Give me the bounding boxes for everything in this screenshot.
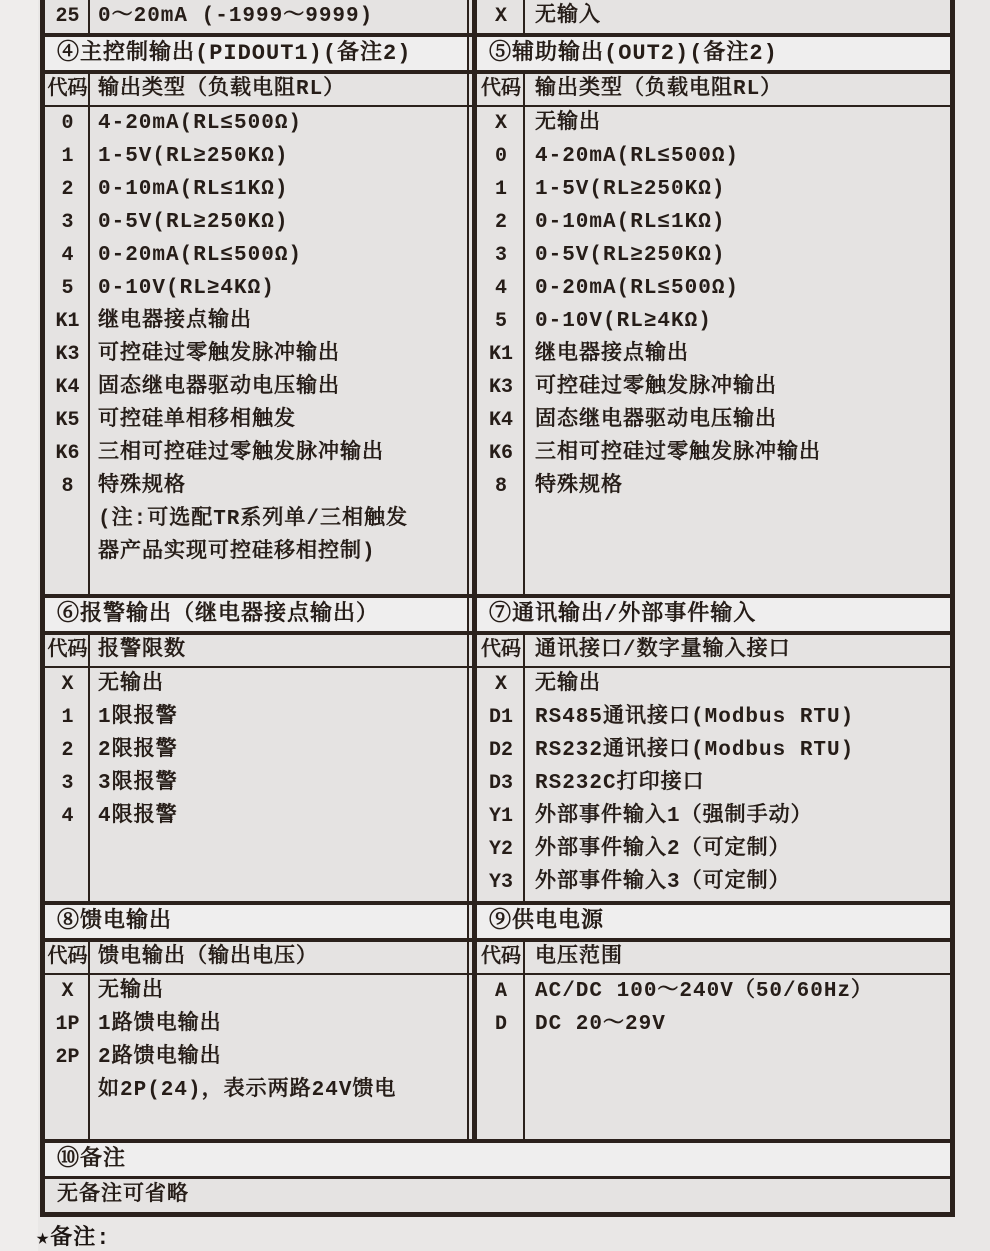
desc-cell: 1-5V(RL≥250KΩ): [535, 178, 726, 201]
desc-column-header: 输出类型（负载电阻RL）: [98, 78, 346, 101]
code-cell: 3: [494, 244, 507, 267]
desc-column-header: 通讯接口/数字量输入接口: [535, 639, 791, 662]
code-cell: 2: [61, 178, 74, 201]
code-cell: Y1: [488, 805, 513, 828]
table-row: [477, 140, 950, 173]
section-title: ⑦通讯输出/外部事件输入: [489, 602, 757, 627]
code-cell: 0: [61, 112, 74, 135]
code-cell: K4: [488, 409, 513, 432]
section-title-row: [45, 594, 950, 635]
top-row-left: [45, 0, 469, 33]
table-row: [45, 800, 467, 833]
code-cell: X: [494, 5, 507, 28]
table-row: [45, 1008, 467, 1041]
desc-cell: 3限报警: [98, 772, 178, 795]
section-alarm-output-comm: [45, 594, 950, 901]
desc-cell: 特殊规格: [535, 475, 623, 498]
code-cell: D3: [488, 772, 513, 795]
desc-cell: 4-20mA(RL≤500Ω): [98, 112, 303, 135]
desc-cell: 外部事件输入1（强制手动）: [535, 805, 813, 828]
code-cell: 1P: [55, 1013, 80, 1036]
table-row: [45, 734, 467, 767]
desc-cell: (注:可选配TR系列单/三相触发: [98, 508, 409, 531]
code-cell: K3: [488, 376, 513, 399]
table-row: [477, 206, 950, 239]
section-title: ⑥报警输出（继电器接点输出）: [57, 602, 380, 627]
desc-cell: 继电器接点输出: [535, 343, 689, 366]
desc-cell: 0-5V(RL≥250KΩ): [535, 244, 726, 267]
code-cell: 2: [61, 739, 74, 762]
table-row: [477, 107, 950, 140]
desc-cell: 特殊规格: [98, 475, 186, 498]
desc-cell: 无输出: [535, 112, 601, 135]
table-row: [45, 173, 467, 206]
code-cell: D1: [488, 706, 513, 729]
table-row: [45, 140, 467, 173]
desc-column-header: 输出类型（负载电阻RL）: [535, 78, 783, 101]
section-body: [45, 107, 950, 594]
table-row: [477, 701, 950, 734]
table-row: [45, 371, 467, 404]
desc-cell: 2限报警: [98, 739, 178, 762]
section-title-row: [45, 1139, 950, 1179]
desc-column-header: 报警限数: [98, 639, 186, 662]
desc-cell: 0-10V(RL≥4KΩ): [98, 277, 275, 300]
desc-cell: 可控硅过零触发脉冲输出: [535, 376, 777, 399]
desc-cell: DC 20～29V: [535, 1013, 666, 1036]
desc-cell: 固态继电器驱动电压输出: [98, 376, 340, 399]
desc-cell: 外部事件输入2（可定制）: [535, 838, 791, 861]
desc-cell: RS232通讯接口(Modbus RTU): [535, 739, 855, 762]
desc-cell: 1-5V(RL≥250KΩ): [98, 145, 289, 168]
top-row-right: [472, 0, 950, 33]
code-cell: 4: [494, 277, 507, 300]
section-body-left: [45, 668, 469, 901]
table-row: [477, 272, 950, 305]
column-header-row: [45, 635, 950, 668]
table-row: [477, 767, 950, 800]
desc-cell: 0～20mA (-1999～9999): [98, 5, 374, 28]
code-cell: 1: [494, 178, 507, 201]
table-note-row: [45, 503, 467, 536]
code-column-header: 代码: [47, 639, 88, 662]
table-row: [45, 701, 467, 734]
code-cell: 2P: [55, 1046, 80, 1069]
section-body-right: [472, 668, 950, 901]
table-row: [477, 173, 950, 206]
table-row: [45, 437, 467, 470]
table-row: [45, 1041, 467, 1074]
code-cell: [45, 536, 90, 569]
desc-cell: 1路馈电输出: [98, 1013, 222, 1036]
desc-cell: 外部事件输入3（可定制）: [535, 871, 791, 894]
table-row: [45, 107, 467, 140]
column-header-row: [45, 942, 950, 975]
desc-cell: RS485通讯接口(Modbus RTU): [535, 706, 855, 729]
desc-cell: 1限报警: [98, 706, 178, 729]
code-column-header: 代码: [481, 639, 521, 662]
table-row: [477, 833, 950, 866]
code-cell: 5: [61, 277, 74, 300]
remark-note: ★备注:: [36, 1226, 111, 1251]
desc-cell: 无输入: [535, 5, 601, 28]
code-cell: 8: [494, 475, 507, 498]
code-column-header: 代码: [481, 78, 521, 101]
table-row: [45, 338, 467, 371]
desc-cell: 可控硅过零触发脉冲输出: [98, 343, 340, 366]
desc-cell: 无输出: [98, 673, 164, 696]
desc-cell: 器产品实现可控硅移相控制): [98, 541, 376, 564]
desc-cell: 4-20mA(RL≤500Ω): [535, 145, 740, 168]
code-column-header: 代码: [481, 946, 521, 969]
desc-cell: 继电器接点输出: [98, 310, 252, 333]
desc-cell: 无输出: [98, 980, 164, 1003]
desc-cell: 2路馈电输出: [98, 1046, 222, 1069]
code-column-header: 代码: [47, 946, 88, 969]
code-cell: 0: [494, 145, 507, 168]
table-row: [45, 0, 467, 33]
table-row: [477, 404, 950, 437]
desc-cell: 4限报警: [98, 805, 178, 828]
table-row: [477, 1008, 950, 1041]
section-title: ④主控制输出(PIDOUT1)(备注2): [57, 41, 412, 66]
table-row: [45, 404, 467, 437]
table-row: [477, 239, 950, 272]
code-cell: A: [494, 980, 507, 1003]
table-row: [477, 0, 950, 33]
code-cell: 5: [494, 310, 507, 333]
section-title-row: [45, 33, 950, 74]
section-body-left: [45, 975, 469, 1139]
section-body: [45, 975, 950, 1139]
table-row: [477, 975, 950, 1008]
code-cell: X: [61, 980, 74, 1003]
table-row: [477, 866, 950, 899]
code-cell: K4: [55, 376, 80, 399]
section-main-output-aux-output: [45, 33, 950, 594]
code-cell: D: [494, 1013, 507, 1036]
table-row: [477, 305, 950, 338]
desc-cell: 0-5V(RL≥250KΩ): [98, 211, 289, 234]
code-cell: 4: [61, 805, 74, 828]
code-cell: 3: [61, 772, 74, 795]
desc-cell: 可控硅单相移相触发: [98, 409, 296, 432]
code-column-header: 代码: [47, 78, 88, 101]
section-title: ⑨供电电源: [489, 909, 605, 934]
code-cell: K1: [55, 310, 80, 333]
section-title: ⑤辅助输出(OUT2)(备注2): [489, 41, 778, 66]
table-row: [45, 668, 467, 701]
code-cell: 2: [494, 211, 507, 234]
section-body-right: [472, 975, 950, 1139]
table-row: [45, 272, 467, 305]
code-cell: K5: [55, 409, 80, 432]
desc-cell: 0-10V(RL≥4KΩ): [535, 310, 712, 333]
code-cell: K3: [55, 343, 80, 366]
code-cell: X: [494, 112, 507, 135]
code-cell: 3: [61, 211, 74, 234]
desc-cell: 三相可控硅过零触发脉冲输出: [535, 442, 821, 465]
table-row: [45, 1179, 950, 1212]
table-row: [477, 800, 950, 833]
table-row: [45, 767, 467, 800]
desc-cell: 0-10mA(RL≤1KΩ): [98, 178, 289, 201]
desc-cell: 无备注可省略: [57, 1184, 189, 1207]
code-cell: 25: [55, 5, 80, 28]
code-cell: Y2: [488, 838, 513, 861]
table-row: [45, 206, 467, 239]
desc-cell: 如2P(24)，表示两路24V馈电: [98, 1079, 397, 1102]
section-body-left: [45, 107, 469, 594]
table-row: [477, 470, 950, 503]
desc-cell: 固态继电器驱动电压输出: [535, 409, 777, 432]
code-cell: [45, 503, 90, 536]
table-row: [45, 239, 467, 272]
table-note-row: [45, 1074, 467, 1107]
desc-cell: 0-20mA(RL≤500Ω): [535, 277, 740, 300]
column-header-row: [45, 74, 950, 107]
section-title: ⑩备注: [57, 1147, 127, 1172]
desc-cell: 三相可控硅过零触发脉冲输出: [98, 442, 384, 465]
desc-column-header: 电压范围: [535, 946, 623, 969]
section-body-right: [472, 107, 950, 594]
table-row: [477, 734, 950, 767]
code-cell: K6: [55, 442, 80, 465]
code-cell: 4: [61, 244, 74, 267]
code-cell: K6: [488, 442, 513, 465]
page-margin: [0, 0, 38, 1251]
code-cell: 1: [61, 706, 74, 729]
section-body: [45, 668, 950, 901]
table-row: [477, 437, 950, 470]
table-row: [477, 338, 950, 371]
table-row: [45, 470, 467, 503]
code-cell: 1: [61, 145, 74, 168]
top-partial-row: [45, 0, 950, 33]
table-row: [477, 668, 950, 701]
code-cell: [45, 1074, 90, 1107]
code-cell: D2: [488, 739, 513, 762]
desc-cell: AC/DC 100～240V（50/60Hz）: [535, 980, 874, 1003]
section-feed-output-power: [45, 901, 950, 1139]
ordering-code-table: [40, 0, 955, 1217]
code-cell: X: [61, 673, 74, 696]
section-title-row: [45, 901, 950, 942]
desc-cell: 0-10mA(RL≤1KΩ): [535, 211, 726, 234]
table-row: [45, 975, 467, 1008]
desc-cell: RS232C打印接口: [535, 772, 705, 795]
table-note-row: [45, 536, 467, 569]
table-row: [477, 371, 950, 404]
code-cell: K1: [488, 343, 513, 366]
desc-column-header: 馈电输出（输出电压）: [98, 946, 318, 969]
desc-cell: 无输出: [535, 673, 601, 696]
code-cell: 8: [61, 475, 74, 498]
code-cell: Y3: [488, 871, 513, 894]
table-row: [45, 305, 467, 338]
section-title: ⑧馈电输出: [57, 909, 173, 934]
code-cell: X: [494, 673, 507, 696]
section-remarks: [45, 1139, 950, 1212]
desc-cell: 0-20mA(RL≤500Ω): [98, 244, 303, 267]
